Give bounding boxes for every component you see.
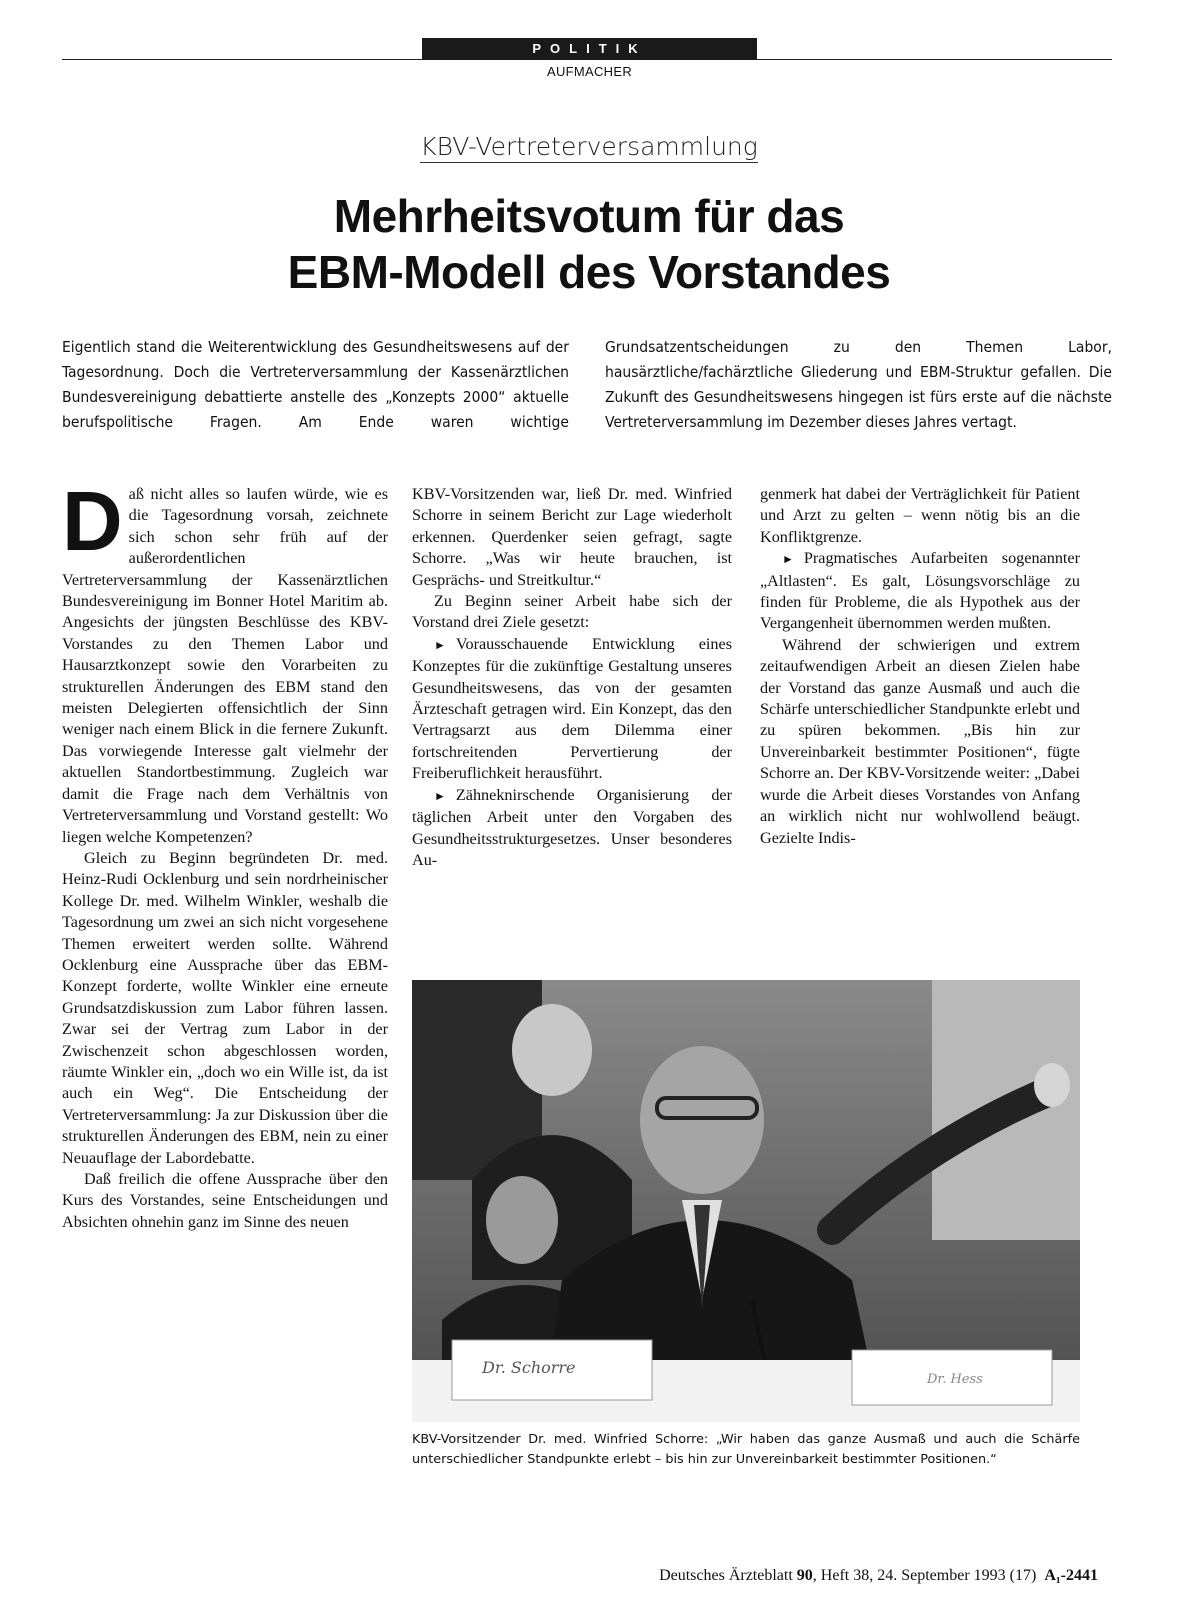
photo-caption: KBV-Vorsitzender Dr. med. Winfried Schorre: „Wir haben das ganze Ausmaß und auch die Schärfe unterschiedlicher Standpunkte erlebt – bis hin zur Unvereinbarkeit bestimmter Positionen.“: [412, 1432, 1080, 1467]
text-column-1: [62, 474, 388, 1233]
headline-line-1: Mehrheitsvotum für das: [333, 190, 845, 242]
paragraph: genmerk hat dabei der Verträglichkeit für Patient und Arzt zu gelten – wenn nötig bis an die Konfliktgrenze.: [760, 485, 1080, 546]
name-placard-right: Dr. Hess: [927, 1372, 983, 1387]
paragraph: [62, 474, 388, 848]
drop-cap: D: [62, 474, 123, 568]
issue-date: , Heft 38, 24. September 1993 (17): [812, 1567, 1037, 1584]
article-headline: [0, 188, 1178, 300]
kicker-text: KBV-Vertreterversammlung: [420, 132, 758, 161]
article-photo: [412, 980, 1080, 1422]
photo-illustration: [412, 980, 1080, 1422]
text-column-2: [412, 484, 732, 871]
section-label: POLITIK: [422, 38, 757, 60]
paragraph: Zu Beginn seiner Arbeit habe sich der Vorstand drei Ziele gesetzt:: [412, 592, 732, 632]
paragraph: KBV-Vorsitzenden war, ließ Dr. med. Winfried Schorre in seinem Bericht zur Lage wiederholt erkennen. Querdenker seien gefragt, sagte Schorre. „Was wir heute brauchen, ist Gesprächs- und Streitkultur.“: [412, 485, 732, 589]
subsection-label: AUFMACHER: [546, 64, 633, 79]
publication-name: Deutsches Ärzteblatt: [659, 1567, 793, 1584]
bullet-paragraph: [760, 548, 1080, 635]
paragraph: Daß freilich die offene Aussprache über den Kurs des Vorstandes, seine Entscheidungen und Absichten ohnehin ganz im Sinne des neuen: [62, 1170, 388, 1231]
paragraph-text: Vorausschauende Entwicklung eines Konzeptes für die zukünftige Gestaltung unseres Gesundheitswesens, das von der gesamten Ärzteschaft getragen wird. Ein Konzept, das den Vertragsarzt aus dem Dilemma einer fortschreitenden Pervertierung der Freiberuflichkeit herausführt.: [412, 634, 732, 783]
bullet-arrow-icon: ►: [782, 552, 794, 567]
paragraph: Während der schwierigen und extrem zeitaufwendigen Arbeit an diesen Zielen habe der Vorstand das ganze Ausmaß und auch die Schärfe unterschiedlicher Standpunkte erlebt und zu spüren bekommen. „Bis hin zur Unvereinbarkeit bestimmter Positionen“, fügte Schorre an. Der KBV-Vorsitzende weiter: „Dabei wurde die Arbeit dieses Vorstandes von Anfang an wirklich nicht nur wohlwollend beäugt. Gezielte Indis-: [760, 635, 1080, 847]
bullet-arrow-icon: ►: [434, 788, 446, 803]
headline-line-2: EBM-Modell des Vorstandes: [287, 246, 891, 298]
paragraph: Gleich zu Beginn begründeten Dr. med. Heinz-Rudi Ocklenburg und sein nordrheinischer Kollege Dr. med. Wilhelm Winkler, weshalb die Tagesordnung um zwei an sich nicht vorgesehene Themen erweitert werden sollte. Während Ocklenburg eine Aussprache über das EBM-Konzept forderte, wollte Winkler eine erneute Grundsatzdiskussion zum Labor führen lassen. Zwar sei der Vertrag zum Labor in der Zwischenzeit schon abgeschlossen worden, räumte Winkler ein, „doch wo ein Wille ist, da ist auch ein Weg“. Die Entscheidung der Vertreterversammlung: Ja zur Diskussion über die strukturellen Änderungen des EBM, nein zu einer Neuauflage der Labordebatte.: [62, 848, 388, 1167]
bullet-paragraph: [412, 634, 732, 785]
bullet-paragraph: [412, 785, 732, 872]
text-column-3: [760, 484, 1080, 849]
paragraph-text: aß nicht alles so laufen würde, wie es die Tagesordnung vorsah, zeichnete sich schon sehr früh auf der außerordentlichen Vertreterversammlung der Kassenärztlichen Bundesvereinigung im Bonner Hotel Maritim ab. Angesichts der jüngsten Beschlüsse des KBV-Vorstandes zu den Themen Labor und Hausarztkonzept sowie den Vorarbeiten zu strukturellen Änderungen des EBM stand den meisten Delegierten offensichtlich der Sinn weniger nach einem Blick in die fernere Zukunft. Das vorwiegende Interesse galt vielmehr der aktuellen Standortbestimmung. Zugleich war damit die Frage nach dem Verhältnis von Vertreterversammlung und Vorstand gestellt: Wo liegen welche Kompetenzen?: [62, 485, 388, 846]
paragraph-text: Zähneknirschende Organisierung der täglichen Arbeit unter den Vorgaben des Gesundheitsstrukturgesetzes. Unser besonderes Au-: [412, 785, 732, 869]
paragraph-text: Pragmatisches Aufarbeiten sogenannter „Altlasten“. Es galt, Lösungsvorschläge zu finden für Probleme, die als Hypothek aus der Vergangenheit übernommen werden mußten.: [760, 549, 1080, 633]
page-footer: [659, 1567, 1098, 1585]
article-intro: Eigentlich stand die Weiterentwicklung des Gesundheitswesens auf der Tagesordnung. Doch die Vertreterversammlung der Kassenärztlichen Bundesvereinigung debattierte anstelle des „Konzepts 2000“ aktuelle berufspolitische Fragen. Am Ende waren wichtige Grundsatzentscheidungen zu den Themen Labor, hausärztliche/fachärztliche Gliederung und EBM-Struktur gefallen. Die Zukunft des Gesundheitswesens hingegen ist fürs erste auf die nächste Vertreterversammlung im Dezember dieses Jahres vertagt.: [62, 338, 1112, 431]
article-kicker: [0, 132, 1178, 161]
volume-number: 90: [796, 1567, 813, 1584]
bullet-arrow-icon: ►: [434, 637, 446, 652]
name-placard-left: Dr. Schorre: [482, 1358, 576, 1377]
page-number: A₁-2441: [1044, 1567, 1098, 1584]
